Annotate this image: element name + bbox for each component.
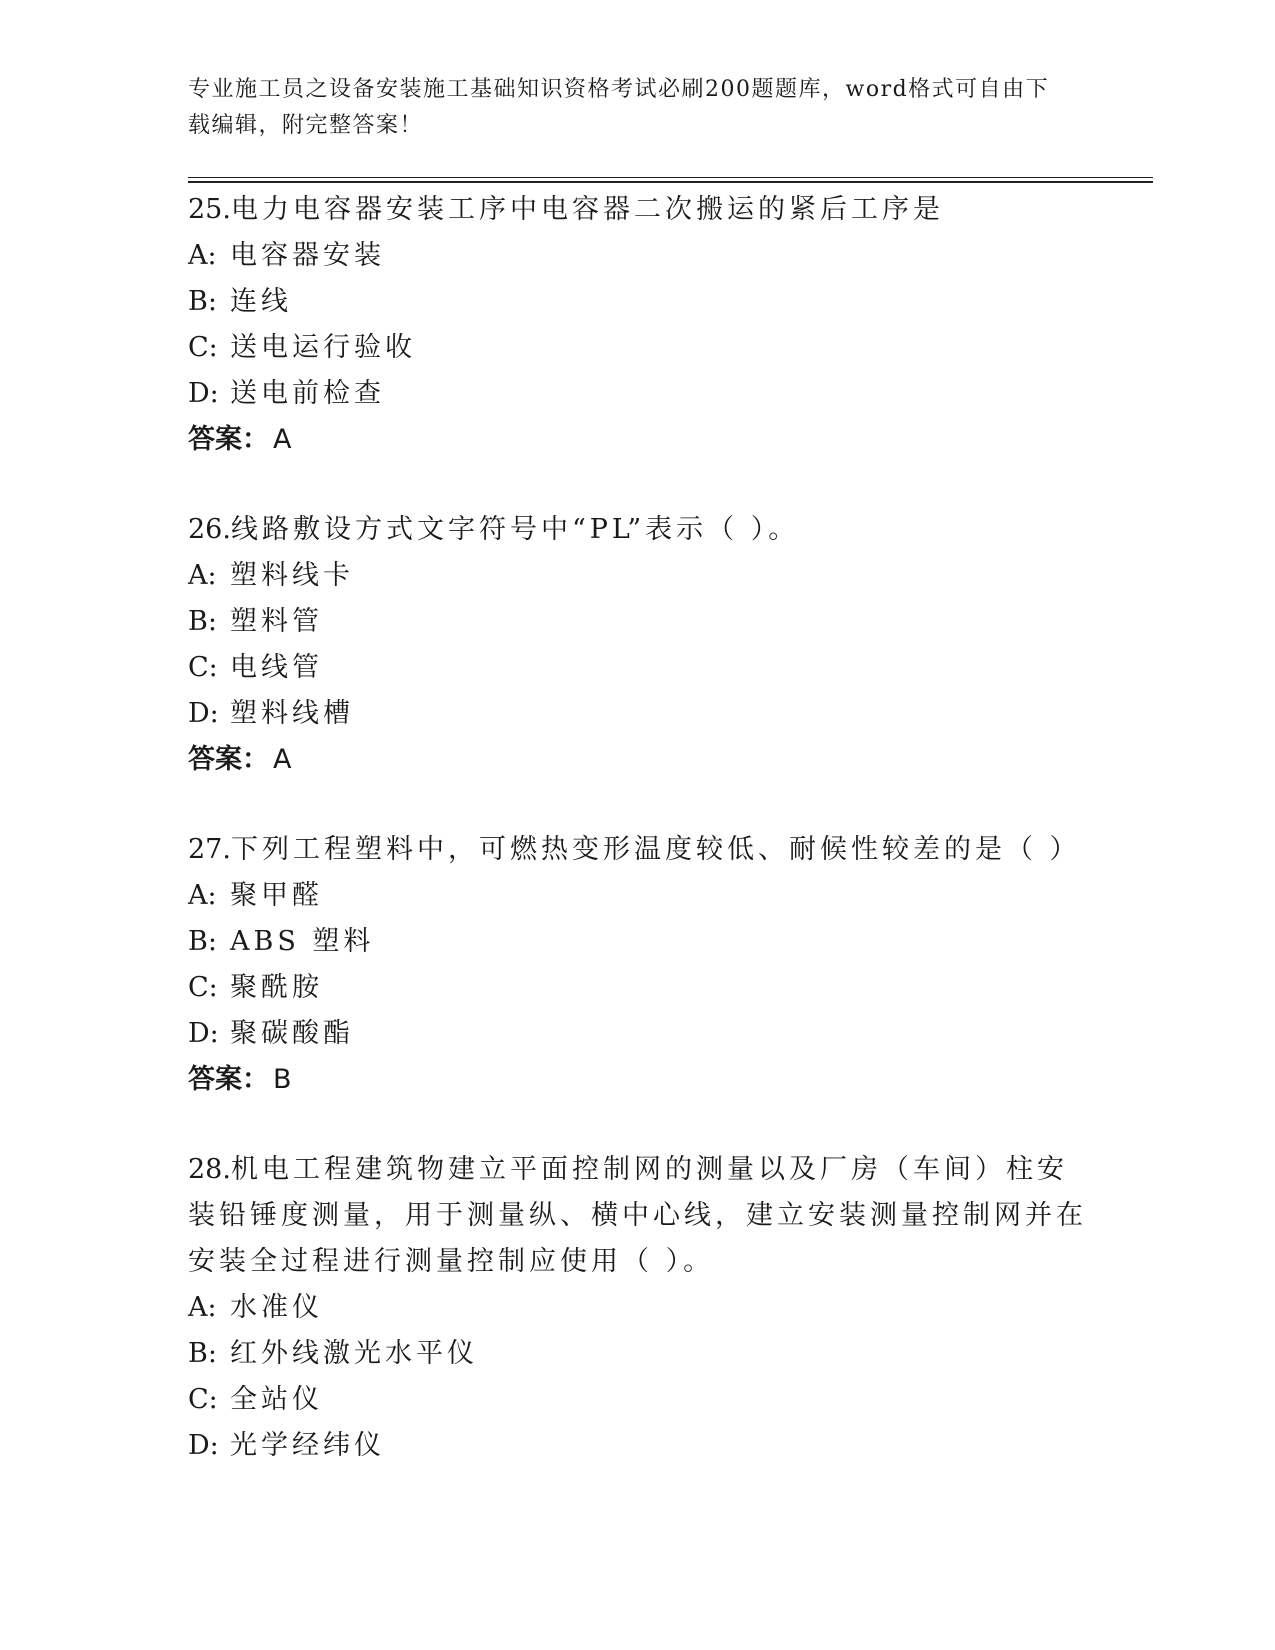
answer-label: 答案：	[188, 1064, 269, 1095]
option-c	[188, 645, 1088, 691]
option-letter: D:	[188, 378, 219, 409]
option-letter: D:	[188, 698, 219, 729]
question-stem	[188, 827, 1088, 873]
answer-label: 答案：	[188, 744, 269, 775]
option-letter: B:	[188, 606, 217, 637]
answer-value: B	[273, 1064, 292, 1095]
question-stem	[188, 507, 1088, 553]
option-d	[188, 1011, 1088, 1057]
option-letter: B:	[188, 926, 217, 957]
option-c	[188, 1377, 1088, 1423]
option-text: 红外线激光水平仪	[230, 1338, 478, 1369]
option-a	[188, 233, 1088, 279]
question-stem	[188, 1147, 1088, 1285]
question-text: 下列工程塑料中，可燃热变形温度较低、耐候性较差的是（ ）	[230, 834, 1081, 865]
question-27	[188, 827, 1088, 1103]
option-text: 塑料管	[230, 606, 323, 637]
option-text: 光学经纬仪	[230, 1430, 385, 1461]
option-b	[188, 1331, 1088, 1377]
question-25	[188, 187, 1088, 463]
option-text: 送电前检查	[230, 378, 385, 409]
option-d	[188, 1423, 1088, 1469]
document-header: 专业施工员之设备安装施工基础知识资格考试必刷200题题库，word格式可自由下载编辑，附完整答案！	[188, 77, 1050, 138]
option-text: 聚酰胺	[230, 972, 323, 1003]
question-text: 电力电容器安装工序中电容器二次搬运的紧后工序是	[230, 194, 944, 225]
option-c	[188, 965, 1088, 1011]
answer-line	[188, 1057, 1088, 1103]
answer-label: 答案：	[188, 424, 269, 455]
option-c	[188, 325, 1088, 371]
question-stem	[188, 187, 1088, 233]
question-number: 26.	[188, 514, 231, 545]
option-letter: C:	[188, 1384, 218, 1415]
question-26	[188, 507, 1088, 783]
header-divider-thick	[188, 181, 1153, 183]
option-text: 水准仪	[230, 1292, 323, 1323]
option-b	[188, 919, 1088, 965]
option-letter: A:	[188, 240, 217, 271]
option-letter: D:	[188, 1018, 219, 1049]
header-divider-thin	[188, 177, 1153, 178]
option-text: 电线管	[230, 652, 323, 683]
option-letter: A:	[188, 560, 217, 591]
option-a	[188, 873, 1088, 919]
option-letter: C:	[188, 972, 218, 1003]
option-a	[188, 553, 1088, 599]
option-text: ABS 塑料	[230, 926, 375, 957]
option-letter: A:	[188, 880, 217, 911]
option-text: 电容器安装	[230, 240, 385, 271]
option-letter: B:	[188, 286, 217, 317]
answer-line	[188, 737, 1088, 783]
question-28	[188, 1147, 1088, 1469]
option-text: 连线	[230, 286, 292, 317]
option-text: 全站仪	[230, 1384, 323, 1415]
option-d	[188, 691, 1088, 737]
question-number: 25.	[188, 194, 231, 225]
option-text: 塑料线卡	[230, 560, 354, 591]
question-text: 机电工程建筑物建立平面控制网的测量以及厂房（车间）柱安装铅锤度测量，用于测量纵、横中心线，建立安装测量控制网并在安装全过程进行测量控制应使用（ ）。	[188, 1154, 1087, 1277]
question-number: 28.	[188, 1154, 231, 1185]
option-letter: D:	[188, 1430, 219, 1461]
answer-value: A	[273, 424, 292, 455]
answer-line	[188, 417, 1088, 463]
option-text: 聚碳酸酯	[230, 1018, 354, 1049]
option-letter: C:	[188, 332, 218, 363]
question-text: 线路敷设方式文字符号中“PL”表示（ ）。	[230, 514, 800, 545]
option-text: 塑料线槽	[230, 698, 354, 729]
answer-value: A	[273, 744, 292, 775]
option-text: 送电运行验收	[230, 332, 416, 363]
option-letter: C:	[188, 652, 218, 683]
option-letter: A:	[188, 1292, 217, 1323]
option-b	[188, 279, 1088, 325]
question-list	[188, 187, 1088, 1513]
option-text: 聚甲醛	[230, 880, 323, 911]
option-d	[188, 371, 1088, 417]
option-letter: B:	[188, 1338, 217, 1369]
option-b	[188, 599, 1088, 645]
question-number: 27.	[188, 834, 231, 865]
option-a	[188, 1285, 1088, 1331]
